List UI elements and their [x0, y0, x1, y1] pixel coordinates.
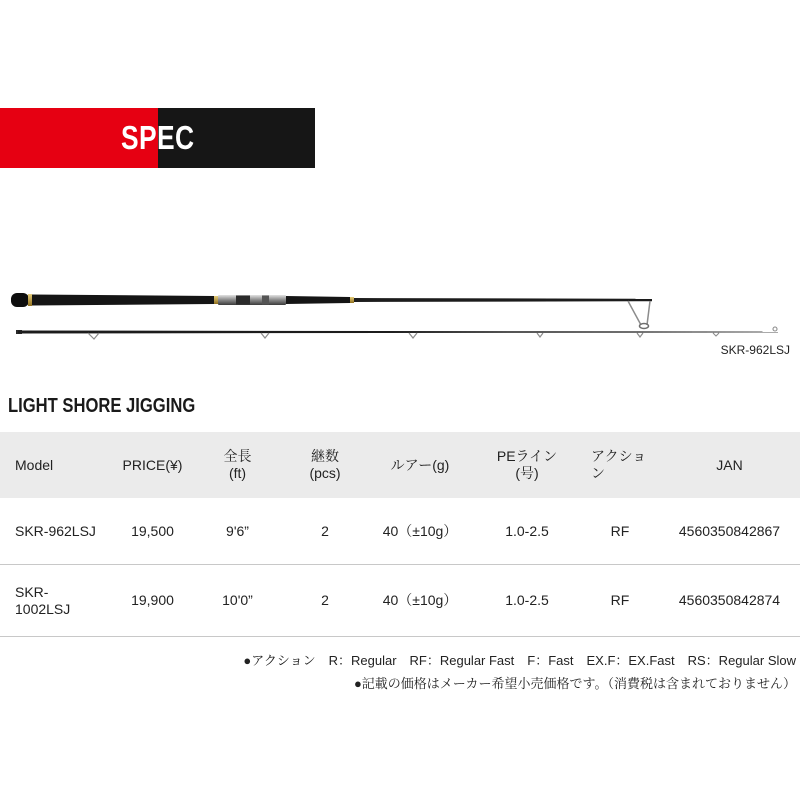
header-jan: JAN	[716, 456, 743, 473]
butt-cap	[11, 293, 29, 307]
cell-pieces: 2	[321, 522, 329, 539]
header-price: PRICE(¥)	[122, 456, 183, 473]
cell-length: 9'6”	[226, 522, 249, 539]
butt-section	[11, 293, 652, 329]
cell-jan: 4560350842867	[678, 522, 781, 539]
cell-model: SKR- 1002LSJ	[15, 583, 71, 617]
guide	[713, 333, 719, 336]
cell-pe-line: 1.0-2.5	[505, 592, 549, 608]
spec-banner	[0, 108, 315, 168]
rear-grip	[32, 295, 214, 306]
header-pieces: 継数 (pcs)	[309, 448, 341, 481]
cell-jan: 4560350842874	[678, 592, 781, 608]
guide	[537, 333, 543, 337]
stripping-guide-frame	[628, 301, 650, 325]
guide	[409, 333, 417, 338]
cell-price: 19,500	[131, 522, 174, 539]
guide	[88, 333, 99, 339]
guide	[261, 333, 269, 338]
price-note: ●記載の価格はメーカー希望小売価格です。（消費税は含まれておりません）	[353, 676, 796, 691]
spec-table	[0, 432, 800, 637]
butt-blank	[354, 298, 652, 302]
stripping-guide	[628, 301, 650, 329]
header-model: Model	[15, 456, 54, 473]
guide	[637, 333, 643, 337]
cell-lure: 40（±10g）	[382, 592, 458, 608]
header-length: 全長 (ft)	[223, 448, 252, 481]
section-title: LIGHT SHORE JIGGING	[8, 395, 196, 417]
product-model-label: SKR-962LSJ	[720, 343, 790, 357]
reel-seat-lock-nut	[236, 296, 250, 305]
butt-gold-ring	[28, 294, 32, 306]
header-pe-line: PEライン (号)	[496, 448, 558, 481]
cell-action: RF	[610, 522, 630, 539]
cell-lure: 40（±10g）	[382, 522, 458, 539]
cell-pieces: 2	[321, 592, 329, 608]
fore-grip	[286, 296, 350, 304]
header-lure: ルアー(g)	[390, 456, 450, 473]
reel-seat-hood	[262, 296, 269, 305]
header-action-cell	[589, 432, 651, 498]
fishing-rod-image	[0, 280, 800, 360]
table-row	[0, 565, 800, 637]
banner-title: SPEC	[121, 119, 195, 156]
cell-action: RF	[610, 592, 630, 608]
tip-section	[16, 327, 778, 339]
reel-seat	[218, 295, 286, 305]
action-legend-note: ●アクション R：Regular RF：Regular Fast F：Fast EX.F：EX.Fast RS：Regular Slow	[243, 653, 796, 668]
tip-blank	[18, 331, 778, 334]
footnotes	[243, 649, 796, 695]
cell-price: 19,900	[131, 592, 174, 608]
table-row	[0, 498, 800, 565]
table-header-row	[0, 432, 800, 498]
cell-model: SKR-962LSJ	[15, 522, 96, 539]
tip-top-guide	[773, 327, 777, 331]
gold-winding	[214, 296, 218, 304]
cell-pe-line: 1.0-2.5	[505, 522, 549, 539]
stripping-guide-ring	[640, 324, 649, 329]
fore-grip-gold-ring	[350, 297, 354, 303]
header-action: アクショ ン	[591, 448, 647, 481]
cell-length: 10'0”	[222, 592, 253, 608]
